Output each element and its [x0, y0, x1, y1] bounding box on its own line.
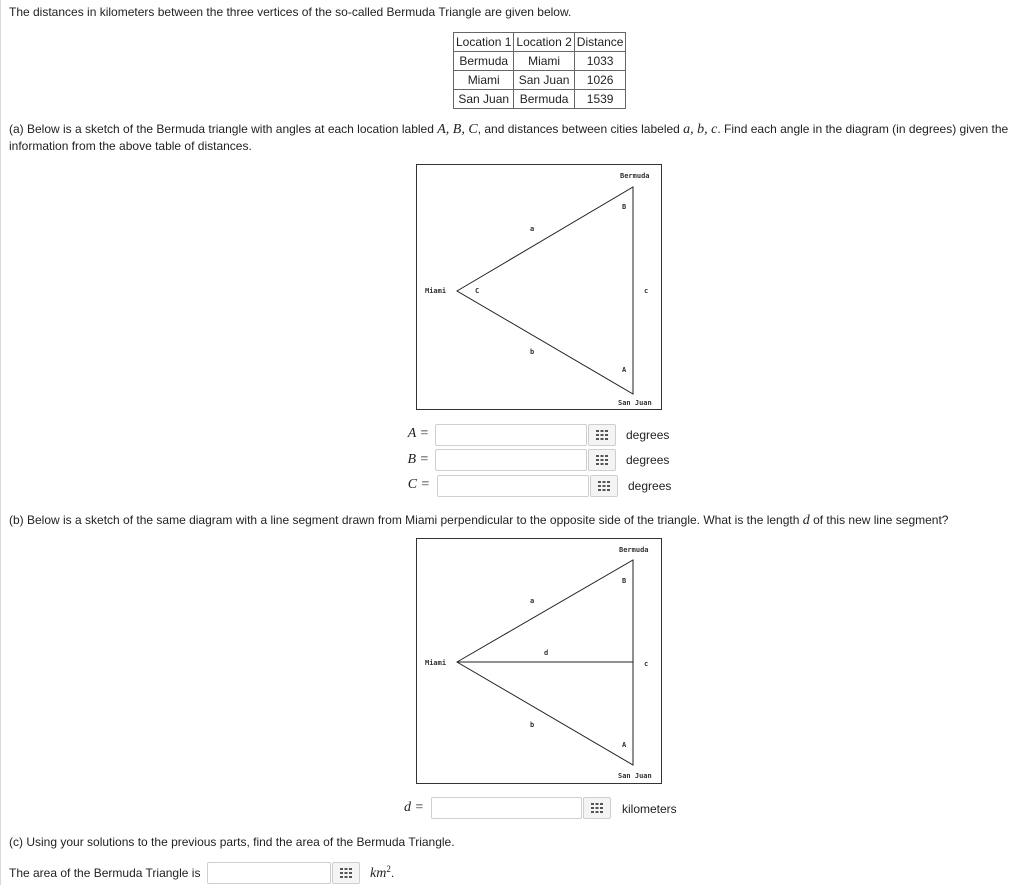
table-cell: 1033 [574, 52, 626, 71]
unit-kilometers: kilometers [622, 802, 677, 816]
angle-variables: A, B, C [437, 122, 478, 137]
grid-icon [596, 430, 608, 440]
grid-icon [596, 455, 608, 465]
table-cell: Bermuda [454, 52, 514, 71]
part-a-question: (a) Below is a sketch of the Bermuda triangle with angles at each location labled A, B, C, and distances between cities labeled a, b, c. Find each angle in the diagram (in degrees) given the information from the above table of distances. [9, 122, 1009, 153]
page-border [0, 0, 1, 885]
unit-degrees: degrees [626, 453, 670, 467]
area-prefix: The area of the Bermuda Triangle is [9, 866, 201, 880]
table-cell: 1539 [574, 90, 626, 109]
answer-d-label: d = [404, 800, 424, 815]
grid-icon [340, 868, 352, 878]
part-c-question: (c) Using your solutions to the previous parts, find the area of the Bermuda Triangle. [9, 835, 455, 849]
side-label-d: d [544, 649, 549, 657]
angle-label-b: B [622, 203, 627, 211]
grid-icon-button[interactable] [590, 475, 618, 497]
segment-variable: d [802, 513, 810, 528]
side-label-a: a [530, 225, 535, 233]
grid-icon-button[interactable] [583, 797, 611, 819]
side-label-b: b [530, 348, 535, 356]
grid-icon-button[interactable] [588, 424, 616, 446]
vertex-label-bermuda: Bermuda [620, 172, 650, 180]
table-row [454, 90, 626, 109]
angle-a-input[interactable] [435, 424, 587, 446]
answer-b-label: B = [407, 452, 429, 467]
part-b-question: (b) Below is a sketch of the same diagram with a line segment drawn from Miami perpendicular to the opposite side of the triangle. What is the length d of this new line segment? [9, 513, 949, 528]
triangle-diagram-a [416, 164, 662, 410]
angle-c-input[interactable] [437, 475, 589, 497]
area-input[interactable] [207, 862, 331, 884]
distance-table [453, 32, 626, 109]
vertex-label-san-juan: San Juan [618, 772, 652, 780]
angle-b-input[interactable] [435, 449, 587, 471]
angle-label-a: A [622, 366, 627, 374]
unit-degrees: degrees [628, 479, 672, 493]
table-cell: Bermuda [514, 90, 574, 109]
table-header: Location 2 [514, 33, 574, 52]
unit-degrees: degrees [626, 428, 670, 442]
vertex-label-san-juan: San Juan [618, 399, 652, 407]
side-label-c: c [644, 287, 649, 295]
angle-label-a: A [622, 741, 627, 749]
table-cell: San Juan [454, 90, 514, 109]
side-label-c: c [644, 660, 649, 668]
triangle-diagram-b [416, 538, 662, 784]
answer-c-label: C = [407, 477, 430, 492]
table-header: Location 1 [454, 33, 514, 52]
grid-icon [591, 803, 603, 813]
table-row [454, 71, 626, 90]
table-cell: Miami [514, 52, 574, 71]
table-cell: 1026 [574, 71, 626, 90]
vertex-label-bermuda: Bermuda [619, 546, 649, 554]
table-header: Distance [574, 33, 626, 52]
segment-d-input[interactable] [431, 797, 582, 819]
table-cell: Miami [454, 71, 514, 90]
grid-icon-button[interactable] [332, 862, 360, 884]
side-label-b: b [530, 721, 535, 729]
grid-icon-button[interactable] [588, 449, 616, 471]
angle-label-b: B [622, 577, 627, 585]
area-unit: $km^2$. [370, 864, 395, 881]
vertex-label-miami: Miami [425, 659, 447, 667]
side-label-a: a [530, 597, 535, 605]
grid-icon [598, 481, 610, 491]
table-cell: San Juan [514, 71, 574, 90]
intro-text: The distances in kilometers between the three vertices of the so-called Bermuda Triangle are given below. [9, 5, 572, 19]
distance-variables: a, b, c [683, 122, 718, 137]
table-row [454, 52, 626, 71]
answer-a-label: A = [407, 426, 429, 441]
table-header-row [454, 33, 626, 52]
angle-label-c: C [475, 287, 480, 295]
vertex-label-miami: Miami [425, 287, 447, 295]
